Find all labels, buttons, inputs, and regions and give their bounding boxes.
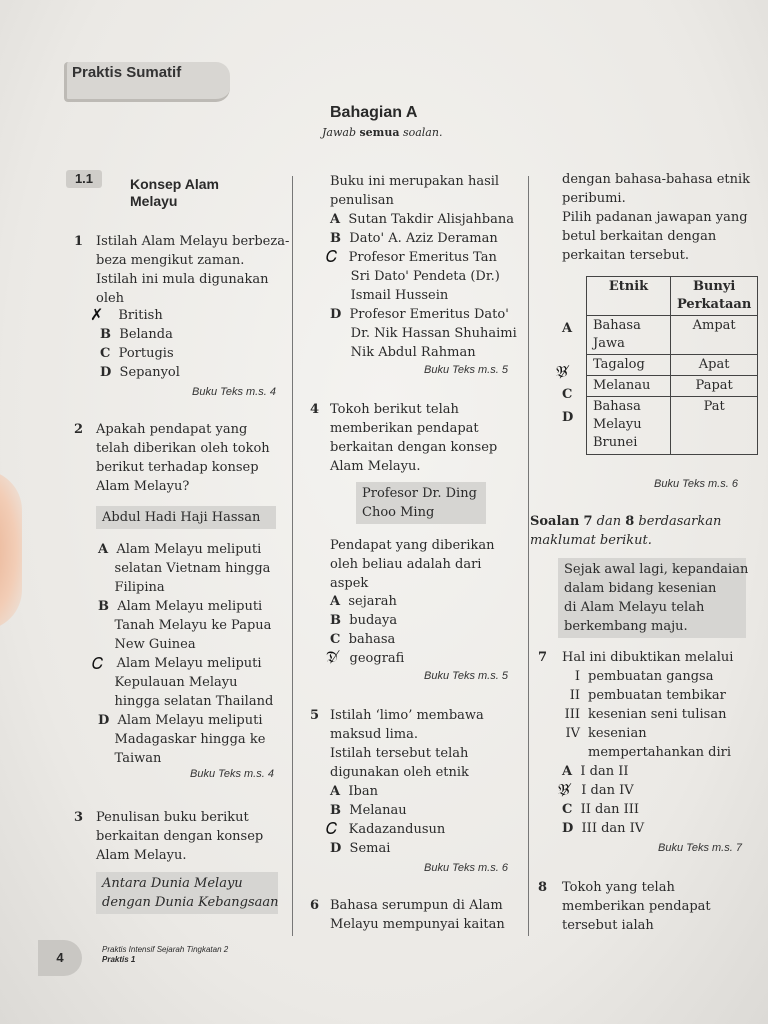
option-list: British B Belanda C Portugis D Sepanyol [100,308,180,380]
row-letter: C [562,387,573,402]
row-letter: D [562,410,574,425]
question-stem: Hal ini dibuktikan melalui [562,650,734,665]
table-header: Bunyi Perkataan [671,277,758,316]
praktis-title: Praktis Sumatif [72,64,182,81]
tick-mark-icon: 𝐶 [326,247,338,266]
option-list: A I dan II I dan IV C II dan III D III dan IV [562,764,645,836]
textbook-reference: Buku Teks m.s. 6 [424,862,508,874]
statement-list: pembuatan gangsa pembuatan tembikar kesenian seni tulisan kesenian mempertahankan diri [588,669,732,760]
question-number: 3 [74,810,84,825]
textbook-reference: Buku Teks m.s. 5 [424,364,508,376]
question-number: 2 [74,422,84,437]
textbook-reference: Buku Teks m.s. 4 [190,768,274,780]
question-stem: Pendapat yang diberikan oleh beliau adalah dari aspek [330,538,495,591]
option-list: A Sutan Takdir Alisjahbana B Dato' A. Aziz Deraman Profesor Emeritus Tan Sri Dato' Pendeta (Dr.) Ismail Hussein D Profesor Emeritus Dato' Dr. Nik Hassan Shuhaimi Nik Abdul Rahman [330,212,517,360]
option-list: A Alam Melayu meliputi selatan Vietnam hingga Filipina B Alam Melayu meliputi Tanah Melayu ke Papua New Guinea Alam Melayu meliputi Kepulauan Melayu hingga selatan Thailand D Alam Melayu meliputi Madagaskar hingga ke Taiwan [98,542,274,766]
footer-text: Praktis Intensif Sejarah Tingkatan 2 Praktis 1 [102,945,229,964]
table-header: Etnik [587,277,671,316]
question-text: Penulisan buku berikut berkaitan dengan konsep Alam Melayu. [96,810,264,863]
question-number: 1 [74,234,84,249]
question-text: Istilah Alam Melayu berbeza- beza mengikut zaman. Istilah ini mula digunakan oleh [96,234,290,306]
table-row: Bahasa Melayu Brunei Pat [587,397,758,455]
table-row: Melanau Papat [587,376,758,397]
question-text: Tokoh yang telah memberikan pendapat tersebut ialah [562,880,711,933]
cross-mark-icon: 𝔅̸ [556,362,568,381]
column-divider-right [528,176,529,936]
figure-name-box: Profesor Dr. Ding Choo Ming [356,482,486,524]
cross-mark-icon: ✗ [90,305,104,324]
question-text-continued: dengan bahasa-bahasa etnik peribumi. Pilih padanan jawapan yang betul berkaitan dengan perkaitan tersebut. [562,172,751,263]
tick-mark-icon: 𝐶 [92,654,104,673]
stimulus-box: Sejak awal lagi, kepandaian dalam bidang kesenian di Alam Melayu telah berkembang maju. [558,558,746,638]
section-number: 1.1 [66,170,102,188]
page-number: 4 [38,940,82,976]
row-letter: A [562,321,573,336]
textbook-reference: Buku Teks m.s. 7 [658,842,742,854]
cross-mark-icon: 𝔇̸ [326,647,338,666]
table-row: Tagalog Apat [587,355,758,376]
question-number: 4 [310,402,320,417]
question-number: 5 [310,708,320,723]
textbook-reference: Buku Teks m.s. 4 [192,386,276,398]
option-list: A sejarah B budaya C bahasa geografi [330,594,405,666]
question-text: Bahasa serumpun di Alam Melayu mempunyai kaitan [330,898,505,932]
option-list: A Iban B Melanau Kadazandusun D Semai [330,784,446,856]
question-text: Tokoh berikut telah memberikan pendapat berkaitan dengan konsep Alam Melayu. [330,402,498,474]
textbook-reference: Buku Teks m.s. 5 [424,670,508,682]
table-row: Bahasa Jawa Ampat [587,316,758,355]
roman-numerals: I II III IV [564,669,580,741]
book-title-box: Antara Dunia Melayu dengan Dunia Kebangsaan [96,872,278,914]
column-divider-left [292,176,293,936]
question-number: 8 [538,880,548,895]
question-text: Apakah pendapat yang telah diberikan oleh tokoh berikut terhadap konsep Alam Melayu? [96,422,270,494]
cross-mark-icon: 𝔅̸ [558,780,570,799]
instruction: Jawab semua soalan. [322,126,443,139]
figure-name-box: Abdul Hadi Haji Hassan [96,506,276,529]
tick-mark-icon: 𝐶 [326,819,338,838]
section-heading: Bahagian A [330,104,418,121]
question-text: Istilah ‘limo’ membawa maksud lima. Istilah tersebut telah digunakan oleh etnik [330,708,484,780]
section-title: Konsep Alam Melayu [130,176,219,209]
textbook-reference: Buku Teks m.s. 6 [654,478,738,490]
question-number: 6 [310,898,320,913]
question-text-continued: Buku ini merupakan hasil penulisan [330,174,500,208]
stimulus-heading: Soalan 7 dan 8 berdasarkan maklumat berikut. [530,514,722,548]
question-number: 7 [538,650,548,665]
ethnic-word-table [586,276,758,455]
